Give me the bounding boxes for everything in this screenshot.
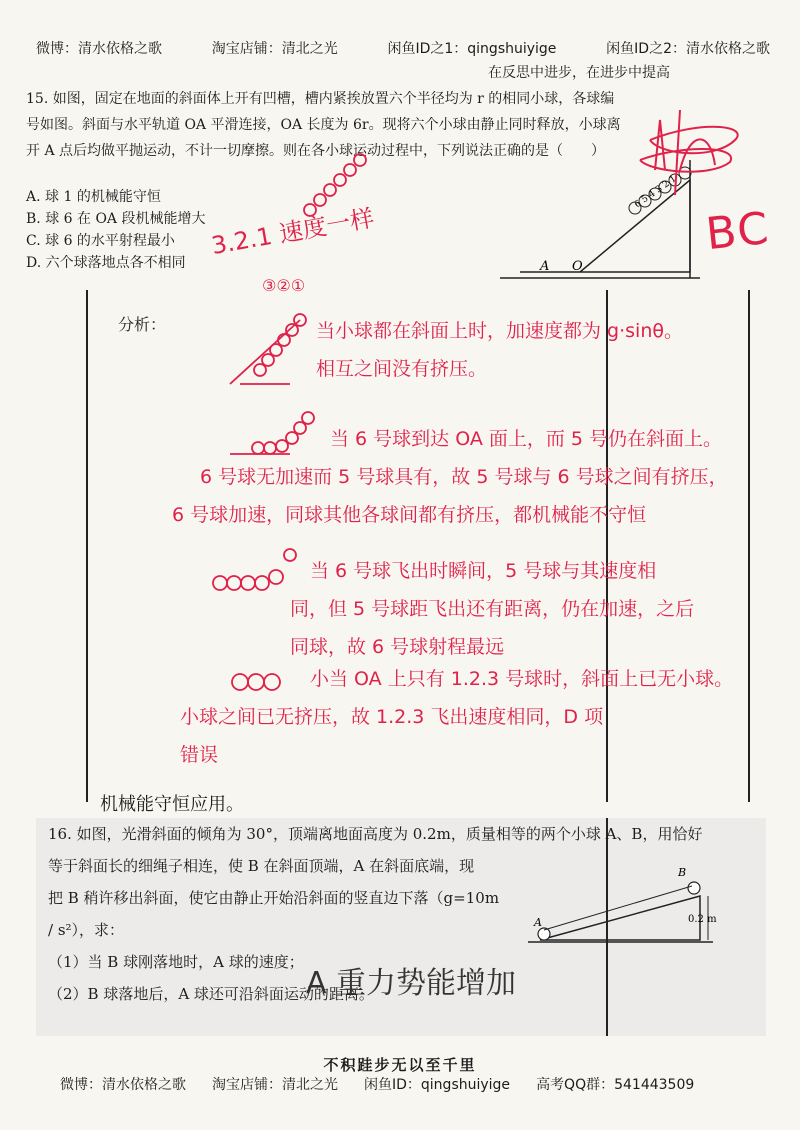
problem-16-line: 16. 如图，光滑斜面的倾角为 30°，顶端离地面高度为 0.2m，质量相等的两个小球 A、B，用恰好 bbox=[48, 825, 703, 843]
problem-16-question-2: （2）B 球落地后，A 球还可沿斜面运动的距离。 bbox=[48, 985, 374, 1003]
analysis-box-divider bbox=[606, 290, 608, 802]
analysis-label: 分析： bbox=[118, 315, 167, 334]
problem-15-figure bbox=[500, 100, 730, 290]
analysis-sketch-four bbox=[228, 648, 288, 698]
analysis-note-7: 同，但 5 号球距飞出还有距离，仍在加速，之后 bbox=[290, 598, 695, 620]
header-xianyu-2: 闲鱼ID之2：清水依格之歌 bbox=[606, 41, 770, 57]
analysis-note-3: 当 6 号球到达 OA 面上，而 5 号仍在斜面上。 bbox=[330, 428, 723, 450]
problem-15-line: 15. 如图，固定在地面的斜面体上开有凹槽，槽内紧挨放置六个半径均为 r 的相同小球，各球编 bbox=[26, 91, 615, 107]
analysis-note-8: 同球，故 6 号球射程最远 bbox=[290, 636, 505, 658]
header-xianyu-1: 闲鱼ID之1：qingshuiyige bbox=[387, 41, 557, 57]
analysis-note-2: 相互之间没有挤压。 bbox=[316, 358, 488, 380]
handwritten-answer: BC bbox=[703, 202, 773, 261]
problem-16-figure bbox=[528, 862, 728, 952]
problem-16-line: 等于斜面长的细绳子相连，使 B 在斜面顶端，A 在斜面底端，现 bbox=[48, 857, 475, 875]
fig15-label-a: A bbox=[540, 259, 550, 274]
fig16-label-a: A bbox=[534, 916, 542, 929]
analysis-sketch-two bbox=[230, 410, 330, 460]
analysis-note-5: 6 号球加速，同球其他各球间都有挤压，都机械能不守恒 bbox=[172, 504, 647, 526]
analysis-note-10: 小球之间已无挤压，故 1.2.3 飞出速度相同，D 项 bbox=[180, 706, 604, 728]
problem-16-handwritten-note: A 重力势能增加 bbox=[306, 966, 517, 1001]
problem-15-line: 开 A 点后均做平抛运动，不计一切摩擦。则在各小球运动过程中，下列说法正确的是（ ） bbox=[26, 143, 606, 159]
problem-15-line: 号如图。斜面与水平轨道 OA 平滑连接，OA 长度为 6r。现将六个小球由静止同时释放，小球离 bbox=[26, 117, 621, 133]
footer-qq: 高考QQ群：541443509 bbox=[536, 1077, 695, 1093]
footer-weibo: 微博：清水依格之歌 bbox=[60, 1077, 186, 1093]
handwritten-order-numbers: ③②① bbox=[262, 276, 306, 295]
handwritten-order-note: 3.2.1 速度一样 bbox=[209, 203, 377, 261]
header-weibo: 微博：清水依格之歌 bbox=[36, 41, 162, 57]
analysis-note-11: 错误 bbox=[180, 744, 219, 766]
fig16-height-label: 0.2 m bbox=[688, 914, 717, 925]
page-footer bbox=[60, 1074, 770, 1094]
footer-taobao: 淘宝店铺：清北之光 bbox=[212, 1077, 338, 1093]
analysis-sketch-three bbox=[210, 545, 310, 595]
option-d: D. 六个球落地点各不相同 bbox=[26, 255, 186, 271]
option-b: B. 球 6 在 OA 段机械能增大 bbox=[26, 211, 206, 227]
handwritten-balls-sketch bbox=[300, 150, 380, 220]
problem-16-line: 把 B 稍许移出斜面，使它由静止开始沿斜面的竖直边下落（g=10m bbox=[48, 889, 500, 907]
footer-xianyu: 闲鱼ID：qingshuiyige bbox=[364, 1077, 511, 1093]
footer-motto: 不积跬步无以至千里 bbox=[323, 1056, 477, 1074]
section-title: 机械能守恒应用。 bbox=[100, 794, 244, 815]
analysis-note-1: 当小球都在斜面上时，加速度都为 g·sinθ。 bbox=[316, 320, 683, 342]
problem-16-line: / s²），求： bbox=[48, 921, 125, 939]
analysis-note-4: 6 号球无加速而 5 号球具有，故 5 号球与 6 号球之间有挤压， bbox=[200, 466, 728, 488]
problem-16-question-1: （1）当 B 球刚落地时，A 球的速度； bbox=[48, 953, 304, 971]
fig16-label-b: B bbox=[678, 866, 687, 879]
fig15-ball-numbers: 6 5 4 3 2 1 bbox=[632, 174, 679, 211]
option-c: C. 球 6 的水平射程最小 bbox=[26, 233, 175, 249]
header-taobao: 淘宝店铺：清北之光 bbox=[211, 41, 338, 57]
fig15-label-o: O bbox=[572, 259, 583, 274]
option-a: A. 球 1 的机械能守恒 bbox=[26, 189, 161, 205]
analysis-sketch-incline bbox=[230, 310, 330, 390]
page-header bbox=[36, 38, 770, 58]
analysis-note-6: 当 6 号球飞出时瞬间，5 号球与其速度相 bbox=[310, 560, 657, 582]
header-motto: 在反思中进步，在进步中提高 bbox=[488, 65, 670, 81]
analysis-note-9: 小当 OA 上只有 1.2.3 号球时，斜面上已无小球。 bbox=[310, 668, 734, 690]
